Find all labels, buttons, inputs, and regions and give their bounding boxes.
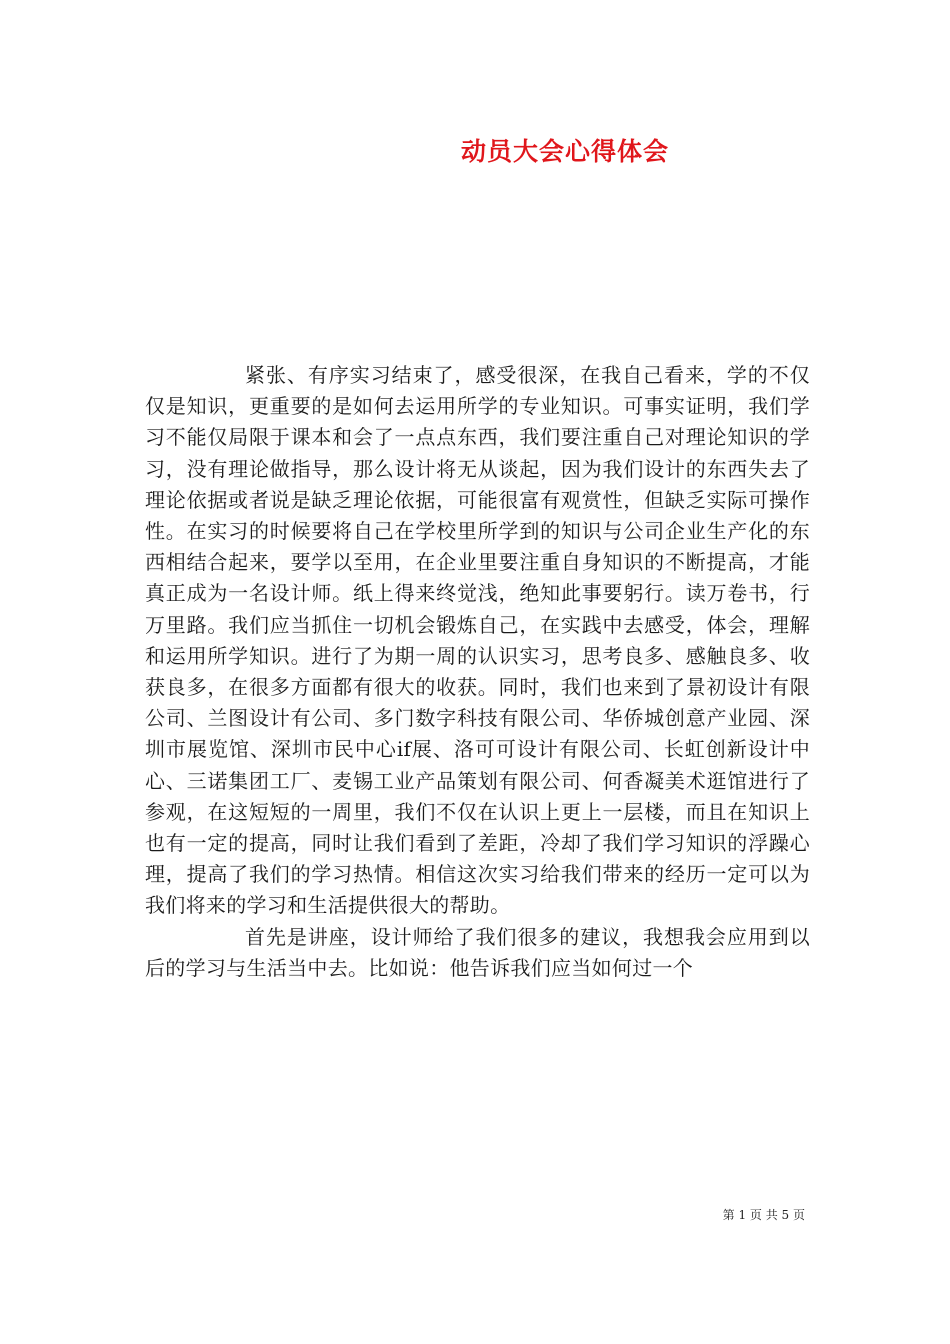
document-body bbox=[145, 360, 810, 984]
paragraph: 紧张、有序实习结束了，感受很深，在我自己看来，学的不仅仅是知识，更重要的是如何去运用所学的专业知识。可事实证明，我们学习不能仅局限于课本和会了一点点东西，我们要注重自己对理论知识的学习，没有理论做指导，那么设计将无从谈起，因为我们设计的东西失去了理论依据或者说是缺乏理论依据，可能很富有观赏性，但缺乏实际可操作性。在实习的时候要将自己在学校里所学到的知识与公司企业生产化的东西相结合起来，要学以至用，在企业里要注重自身知识的不断提高，才能真正成为一名设计师。纸上得来终觉浅，绝知此事要躬行。读万卷书，行万里路。我们应当抓住一切机会锻炼自己，在实践中去感受，体会，理解和运用所学知识。进行了为期一周的认识实习，思考良多、感触良多、收获良多，在很多方面都有很大的收获。同时，我们也来到了景初设计有限公司、兰图设计有公司、多门数字科技有限公司、华侨城创意产业园、深圳市展览馆、深圳市民中心if展、洛可可设计有限公司、长虹创新设计中心、三诺集团工厂、麦锡工业产品策划有限公司、何香凝美术逛馆进行了参观，在这短短的一周里，我们不仅在认识上更上一层楼，而且在知识上也有一定的提高，同时让我们看到了差距，冷却了我们学习知识的浮躁心理，提高了我们的学习热情。相信这次实习给我们带来的经历一定可以为我们将来的学习和生活提供很大的帮助。 bbox=[145, 363, 810, 918]
page-title: 动员大会心得体会 bbox=[460, 137, 669, 166]
page-number: 第 1 页 共 5 页 bbox=[722, 1208, 805, 1222]
paragraph: 首先是讲座，设计师给了我们很多的建议，我想我会应用到以后的学习与生活当中去。比如说：他告诉我们应当如何过一个 bbox=[145, 924, 810, 980]
